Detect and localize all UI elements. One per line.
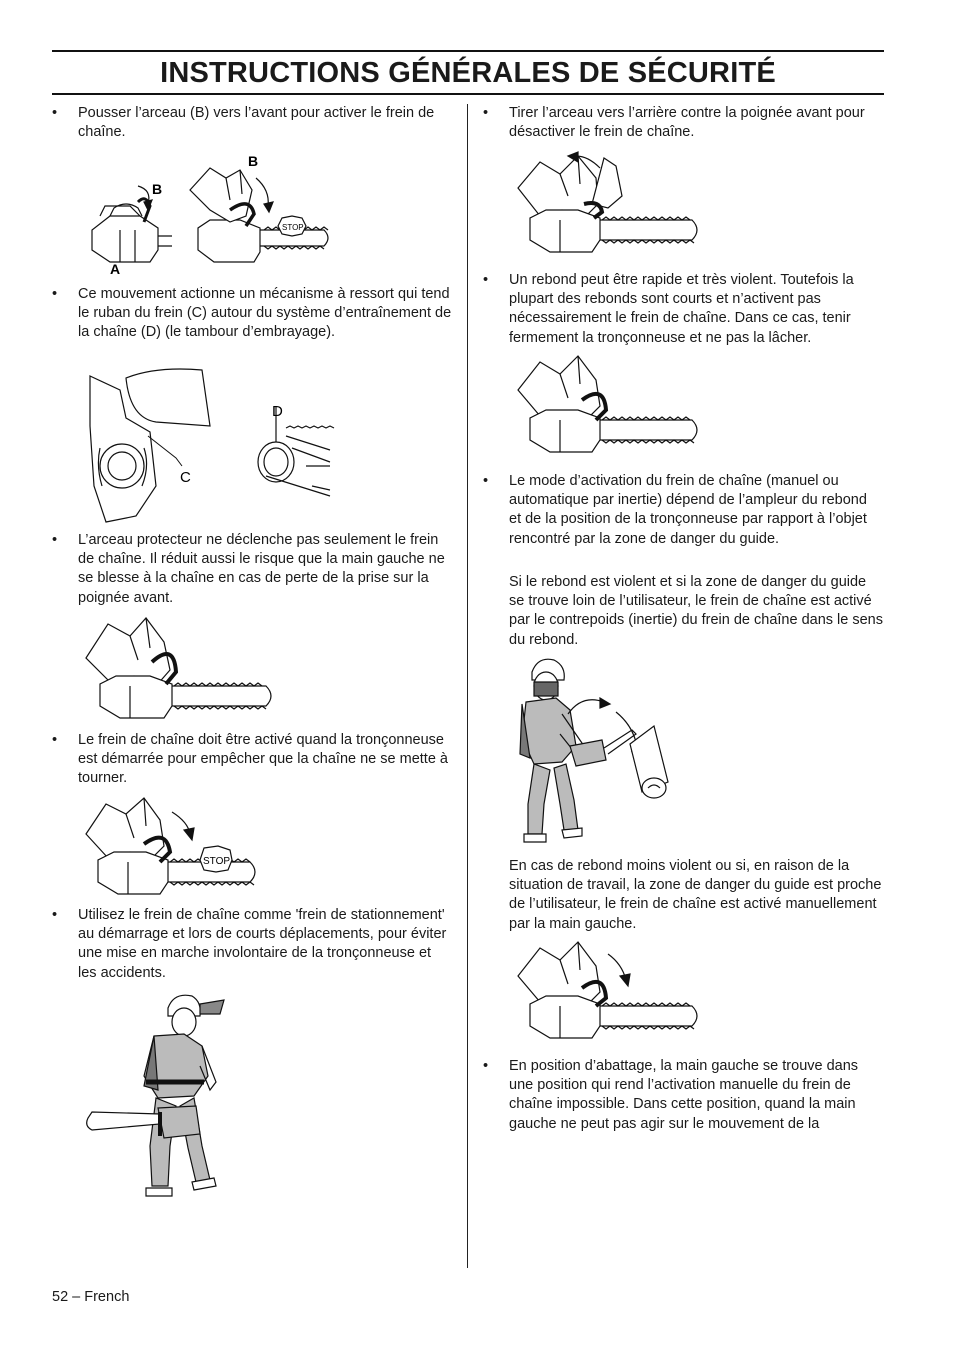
label-b-left: B — [152, 181, 163, 197]
bullet-marker: • — [483, 105, 489, 121]
bullet-marker: • — [52, 286, 58, 302]
bullet-text: Ce mouvement actionne un mécanisme à ressort qui tend le ruban du frein (C) autour du système d’entraînement de la chaîne (D) (le tambour d’embrayage). — [78, 286, 452, 341]
bullet-text: L’arceau protecteur ne déclenche pas seulement le frein de chaîne. Il réduit aussi le risque que la main gauche ne se blesse à la chaîne en cas de perte de la prise sur la poignée avant. — [78, 532, 445, 606]
figure-firm-grip — [512, 354, 712, 458]
bullet-marker: • — [52, 732, 58, 748]
label-d: D — [272, 403, 283, 420]
figure-inertia-kickback — [512, 654, 672, 844]
figure-pull-guard-back — [512, 148, 712, 258]
column-divider — [467, 104, 468, 1268]
figure-push-guard-forward — [80, 150, 340, 278]
bullet-marker: • — [52, 105, 58, 121]
figure-hand-on-front-handle — [80, 612, 290, 726]
right-paragraph-1: Si le rebond est violent et si la zone de danger du guide se trouve loin de l’utilisateur, le frein de chaîne est activé par le contrepoids (inertie) du frein de chaîne dans le sens du rebond. — [509, 574, 883, 648]
bullet-marker: • — [483, 473, 489, 489]
bullet-text: En position d’abattage, la main gauche se trouve dans une position qui rend l’activation manuelle du frein de chaîne impossible. Dans cette position, quand la main gauche ne peut pas agir sur le mouvement de la — [509, 1058, 859, 1132]
stop-sign-label: STOP — [282, 223, 304, 232]
stop-sign-label: STOP — [203, 856, 231, 867]
bullet-text: Un rebond peut être rapide et très violent. Toutefois la plupart des rebonds sont courts et n’activent pas nécessairement le frein de chaîne. Dans ce cas, tenir fermement la tronçonneuse et ne pas la lâcher. — [509, 272, 854, 346]
figure-person-carrying-saw — [84, 986, 244, 1204]
label-b-right: B — [248, 153, 259, 169]
page-number: 52 – French — [52, 1289, 130, 1305]
bullet-text: Pousser l’arceau (B) vers l’avant pour activer le frein de chaîne. — [78, 105, 435, 141]
figure-brake-band-drum — [86, 366, 346, 530]
bullet-marker: • — [483, 1058, 489, 1074]
page-title: INSTRUCTIONS GÉNÉRALES DE SÉCURITÉ — [160, 57, 776, 89]
bullet-text: Le mode d’activation du frein de chaîne (manuel ou automatique par inertie) dépend de l’ampleur du rebond et de la position de la tronçonneuse par rapport à l’objet rencontré par la zone de danger du guide. — [509, 473, 867, 547]
right-paragraph-2: En cas de rebond moins violent ou si, en raison de la situation de travail, la zone de danger du guide est proche de l’utilisateur, le frein de chaîne est activé manuellement par la main gauche. — [509, 858, 882, 932]
bullet-text: Le frein de chaîne doit être activé quand la tronçonneuse est démarrée pour empêcher que la chaîne ne se mette à tourner. — [78, 732, 448, 787]
label-c: C — [180, 469, 191, 486]
header-top-rule — [52, 50, 884, 52]
bullet-marker: • — [52, 907, 58, 923]
figure-manual-activation — [512, 940, 712, 1048]
bullet-marker: • — [483, 272, 489, 288]
label-a: A — [110, 261, 121, 277]
bullet-text: Utilisez le frein de chaîne comme 'frein de stationnement' au démarrage et lors de courts déplacements, pour éviter une mise en marche involontaire de la tronçonneuse et les accidents. — [78, 907, 447, 981]
bullet-text: Tirer l’arceau vers l’arrière contre la poignée avant pour désactiver le frein de chaîne. — [509, 105, 865, 141]
bullet-marker: • — [52, 532, 58, 548]
header-bottom-rule — [52, 93, 884, 95]
figure-brake-activated-stop — [80, 794, 270, 900]
